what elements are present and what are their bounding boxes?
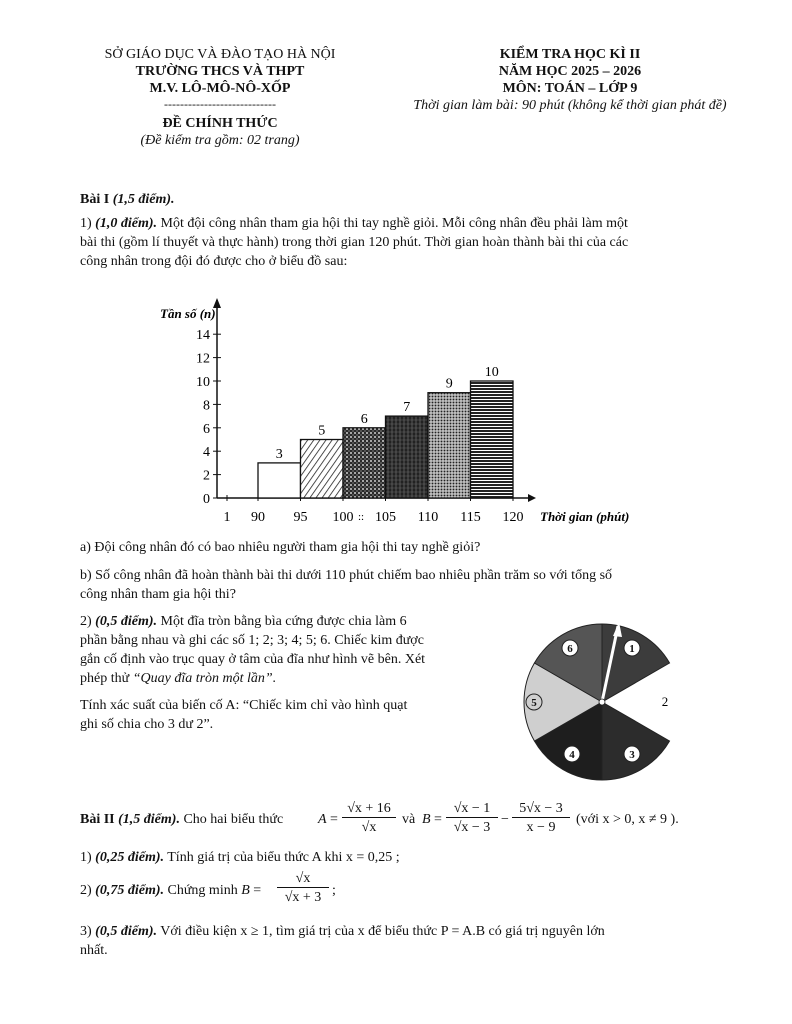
bai1-qb: [80, 566, 740, 604]
x-tick-label: 115: [460, 510, 481, 525]
y-tick-label: 12: [196, 351, 210, 367]
q2-line5: Tính xác suất của biến cố A: “Chiếc kim chỉ vào hình quạt: [80, 698, 408, 713]
x-axis-arrow: [528, 494, 536, 502]
school-name-2: M.V. LÔ-MÔ-NÔ-XỐP: [149, 81, 291, 96]
expr-B2-denominator: x − 9: [526, 820, 556, 835]
expr-B-name: B: [422, 812, 431, 827]
bai1-q2: [80, 612, 500, 734]
q2-line4a: phép thử: [80, 671, 130, 686]
sector-label: 5: [531, 697, 537, 709]
bai2-q1-text: Tính giá trị của biểu thức A khi x = 0,25 ;: [167, 850, 400, 865]
x-tick-label: 90: [251, 510, 265, 525]
q2-line4b: “Quay đĩa tròn một lần”.: [132, 671, 277, 686]
x-axis-break: ::: [357, 511, 365, 523]
bar-value-label: 10: [484, 365, 499, 380]
expr-B1-denominator: √x − 3: [453, 820, 491, 835]
bai1-q1: [80, 214, 720, 271]
bai2-q3-points: (0,5 điểm).: [95, 924, 157, 939]
pages-note: (Đề kiểm tra gồm: 02 trang): [140, 133, 300, 148]
qb-line1: b) Số công nhân đã hoàn thành bài thi dưới 110 phút chiếm bao nhiêu phần trăm so với tổng số: [80, 568, 613, 583]
q2-line3: gắn cố định vào trục quay ở tâm của đĩa như hình vẽ bên. Xét: [80, 652, 426, 667]
q2-line6: ghi số chia cho 3 dư 2”.: [80, 717, 214, 732]
x-tick-label: 120: [502, 510, 524, 525]
and-word: và: [402, 812, 416, 827]
sector-label: 1: [629, 643, 635, 655]
sector-label: 3: [629, 749, 635, 761]
bai1-heading: [80, 190, 175, 209]
bai2-q3-text2: nhất.: [80, 943, 108, 958]
domain-condition: (với x > 0, x ≠ 9 ).: [576, 812, 679, 827]
sector-label-2: 2: [661, 694, 669, 709]
q1-text-line1: Một đội công nhân tham gia hội thi tay nghề giỏi. Mỗi công nhân đều phải làm một: [160, 216, 628, 231]
bai2-intro: Bài II (1,5 điểm). Cho hai biểu thức A = $\frac{√x + 16}{√x}$ và B = $\frac{√x - 1}{√x - 3}$ − $\frac{5√x - 3}{x - 9}$ (với x > 0, x ≠ 9 ).: [80, 801, 679, 835]
y-tick-label: 8: [203, 398, 210, 414]
bar-value-label: 5: [318, 423, 326, 439]
q1-text-line3: công nhân trong đội đó được cho ở biểu đồ sau:: [80, 254, 348, 269]
expr-A: [342, 800, 396, 837]
bai2-q2: 2) (0,75 điểm). Chứng minh B = $\frac{√x}{√x + 3}$ ;: [80, 871, 336, 905]
bai1-points: (1,5 điểm).: [112, 192, 175, 207]
divider-dashes: ----------------------------: [164, 97, 276, 111]
bai2-points: (1,5 điểm).: [118, 812, 180, 827]
q2-line2: phần bằng nhau và ghi các số 1; 2; 3; 4; 5; 6. Chiếc kim được: [80, 633, 424, 648]
expr-B-term2: [512, 800, 570, 837]
bai2-q2-points: (0,75 điểm).: [95, 883, 164, 898]
histogram-bar: [386, 416, 429, 498]
x-axis-title: Thời gian (phút): [540, 509, 630, 524]
q1-number: 1): [80, 216, 92, 231]
exam-title: KIỂM TRA HỌC KÌ II: [499, 47, 641, 62]
y-tick-label: 2: [203, 468, 210, 484]
bar-value-label: 9: [445, 376, 453, 392]
school-name-1: TRƯỜNG THCS VÀ THPT: [135, 64, 305, 79]
histogram-bar: [471, 381, 514, 498]
bar-value-label: 3: [275, 446, 283, 462]
y-tick-label: 0: [203, 492, 210, 507]
expr-A-numerator: √x + 16: [342, 800, 396, 818]
bai2-q1: [80, 848, 720, 867]
expr-A-denominator: √x: [361, 820, 377, 835]
bai2-q3: [80, 922, 730, 960]
bai2-q2-number: 2): [80, 883, 92, 898]
histogram-chart: [130, 292, 640, 532]
y-tick-label: 10: [196, 375, 210, 390]
bar-value-label: 7: [403, 400, 411, 416]
bai2-q3-text1: Với điều kiện x ≥ 1, tìm giá trị của x để biểu thức P = A.B có giá trị nguyên lớn: [160, 924, 605, 939]
histogram-bar: [343, 428, 386, 498]
x-tick-label: 110: [417, 510, 439, 525]
spinner-pivot: [599, 699, 605, 705]
expr-B2-numerator: 5√x − 3: [512, 800, 570, 818]
x-tick-label: 105: [375, 510, 396, 525]
official-label: ĐỀ CHÍNH THỨC: [162, 116, 278, 131]
bai2-q1-points: (0,25 điểm).: [95, 850, 164, 865]
y-tick-label: 4: [203, 445, 210, 461]
q2-line1: Một đĩa tròn bằng bìa cứng được chia làm 6: [160, 614, 407, 629]
bai1-qa: a) Đội công nhân đó có bao nhiêu người tham gia hội thi tay nghề giỏi?: [80, 540, 481, 555]
qb-line2: công nhân tham gia hội thi?: [80, 587, 236, 602]
y-tick-label: 6: [203, 421, 210, 437]
q1-points: (1,0 điểm).: [95, 216, 157, 231]
time-note: Thời gian làm bài: 90 phút (không kể thời gian phát đề): [413, 98, 727, 113]
chart-bars: [258, 381, 513, 498]
header-right: [380, 46, 760, 114]
subject-grade: MÔN: TOÁN – LỚP 9: [502, 81, 638, 96]
sector-3: [602, 702, 670, 780]
bai2-intro-text: Cho hai biểu thức: [183, 812, 284, 827]
header-left: [60, 46, 380, 149]
bai2-q2-text: Chứng minh: [167, 883, 238, 898]
dept-name: SỞ GIÁO DỤC VÀ ĐÀO TẠO HÀ NỘI: [104, 47, 336, 62]
histogram-bar: [301, 440, 344, 499]
expr-B-term1: [446, 800, 498, 837]
x-tick-label: 1: [223, 510, 231, 525]
school-year: NĂM HỌC 2025 – 2026: [498, 64, 642, 79]
bai2-q2-denominator: √x + 3: [284, 890, 322, 905]
bar-value-label: 6: [360, 411, 368, 427]
expr-A-name: A: [318, 812, 327, 827]
x-tick-label: 95: [293, 510, 308, 525]
q1-text-line2: bài thi (gồm lí thuyết và thực hành) trong thời gian 120 phút. Thời gian hoàn thành bài thi của các: [80, 235, 629, 250]
sector-label: 6: [567, 643, 573, 655]
q2-points: (0,5 điểm).: [95, 614, 157, 629]
y-axis-title: Tần số (n): [160, 306, 216, 321]
bai2-q2-numerator: √x: [277, 870, 329, 888]
sector-1: [602, 624, 670, 702]
bai2-title: Bài II: [80, 812, 115, 827]
histogram-bar: [258, 463, 301, 498]
bai2-q3-number: 3): [80, 924, 92, 939]
histogram-bar: [428, 393, 471, 498]
x-tick-label: 100: [332, 510, 354, 525]
sector-label: 4: [569, 749, 575, 761]
bai2-q1-number: 1): [80, 850, 92, 865]
expr-B1-numerator: √x − 1: [446, 800, 498, 818]
bai2-q2-B: B: [241, 883, 250, 898]
spinner-disc: [510, 612, 700, 792]
q2-number: 2): [80, 614, 92, 629]
bai2-q2-fraction: [277, 870, 329, 907]
y-tick-label: 14: [196, 328, 210, 344]
bai1-title: Bài I: [80, 192, 110, 207]
